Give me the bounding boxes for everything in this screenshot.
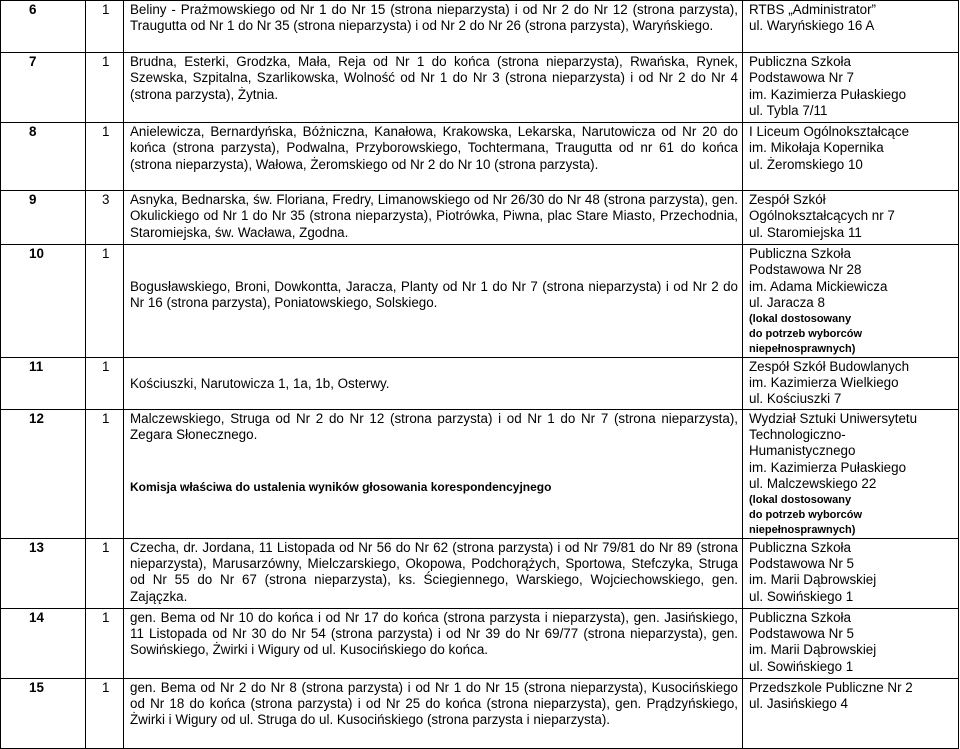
district-number: 11: [1, 357, 86, 409]
commission-count: 1: [86, 245, 124, 358]
polling-place-line: Ogólnokształcących nr 7: [749, 208, 895, 224]
accessibility-note: do potrzeb wyborców: [749, 508, 863, 521]
district-number: 8: [1, 123, 86, 191]
polling-place-line: im. Kazimierza Wielkiego: [749, 375, 899, 391]
polling-place-line: I Liceum Ogólnokształcące: [749, 124, 910, 139]
district-streets: gen. Bema od Nr 10 do końca i od Nr 17 do końca (strona parzysta i nieparzysta), gen. Jasińskiego, 11 Listopada od Nr 30 do Nr 54 (strona parzysta) i od Nr 39 do Nr 69/77 (strona nieparzysta), gen. Sowińskiego, Żwirki i Wigury od ul. Kusocińskiego do końca.: [124, 608, 743, 678]
commission-count: 1: [86, 409, 124, 538]
polling-place-line: ul. Jaracza 8: [749, 295, 825, 311]
polling-place: [743, 245, 959, 358]
polling-place-line: ul. Sowińskiego 1: [749, 588, 854, 604]
district-streets-text: Kościuszki, Narutowicza 1, 1a, 1b, Osterwy.: [130, 375, 390, 391]
table-row: [1, 191, 959, 245]
polling-place-line: im. Mikołaja Kopernika: [749, 140, 884, 156]
district-number: 15: [1, 678, 86, 748]
polling-place-line: ul. Malczewskiego 22: [749, 476, 877, 492]
commission-count: 1: [86, 53, 124, 123]
table-row: [1, 678, 959, 748]
accessibility-note: (lokal dostosowany: [749, 312, 852, 325]
district-streets-text: Bogusławskiego, Broni, Dowkontta, Jaracza, Planty od Nr 1 do Nr 7 (strona nieparzysta) i od Nr 2 do Nr 16 (strona parzysta), Poniatowskiego, Solskiego.: [130, 279, 738, 311]
district-streets: Asnyka, Bednarska, św. Floriana, Fredry, Limanowskiego od Nr 26/30 do Nr 48 (strona parzysta), gen. Okulickiego od Nr 1 do Nr 35 (strona nieparzysta), Piotrówka, Piwna, plac Stare Miasto, Przechodnia, Staromiejska, św. Wacława, Zgodna.: [124, 191, 743, 245]
table-row: [1, 123, 959, 191]
polling-place-line: ul. Żeromskiego 10: [749, 156, 863, 172]
polling-place-line: Publiczna Szkoła: [749, 54, 851, 69]
polling-place-line: Podstawowa Nr 28: [749, 262, 862, 278]
polling-place: [743, 538, 959, 608]
table-row: [1, 608, 959, 678]
table-row: [1, 1, 959, 53]
commission-count: 1: [86, 608, 124, 678]
polling-place-line: im. Kazimierza Pułaskiego: [749, 459, 907, 475]
polling-place-line: ul. Waryńskiego 16 A: [749, 18, 875, 34]
polling-place-line: Zespół Szkół: [749, 192, 826, 207]
district-number: 6: [1, 1, 86, 53]
polling-place: [743, 1, 959, 53]
polling-place-line: Podstawowa Nr 7: [749, 70, 854, 86]
polling-place-line: Publiczna Szkoła: [749, 609, 851, 625]
commission-count: 1: [86, 1, 124, 53]
polling-place-line: im. Kazimierza Pułaskiego: [749, 86, 907, 102]
polling-place-line: Wydział Sztuki Uniwersytetu: [749, 410, 918, 426]
district-streets: [124, 245, 743, 358]
district-streets: Brudna, Esterki, Grodzka, Mała, Reja od Nr 1 do końca (strona nieparzysta), Rwańska, Rynek, Szewska, Szpitalna, Szarlikowska, Wolność od Nr 1 do Nr 3 (strona nieparzysta) i od Nr 2 do Nr 4 (strona parzysta), Żytnia.: [124, 53, 743, 123]
polling-place: [743, 608, 959, 678]
district-number: 7: [1, 53, 86, 123]
district-number: 9: [1, 191, 86, 245]
polling-place-line: Technologiczno-: [749, 427, 846, 443]
commission-count: 1: [86, 123, 124, 191]
table-row: [1, 409, 959, 538]
district-number: 14: [1, 608, 86, 678]
commission-count: 3: [86, 191, 124, 245]
table-row: [1, 538, 959, 608]
accessibility-note: do potrzeb wyborców: [749, 327, 863, 340]
accessibility-note: niepełnosprawnych): [749, 523, 856, 536]
district-streets: Anielewicza, Bernardyńska, Bóżniczna, Kanałowa, Krakowska, Lekarska, Narutowicza od Nr 20 do końca (strona parzysta), Podwalna, Przyborowskiego, Tochtermana, Traugutta od nr 61 do końca (strona nieparzysta), Wałowa, Żeromskiego od Nr 2 do Nr 10 (strona parzysta).: [124, 123, 743, 191]
district-number: 13: [1, 538, 86, 608]
correspondence-commission-note: Komisja właściwa do ustalenia wyników głosowania korespondencyjnego: [130, 480, 552, 495]
polling-place-line: im. Marii Dąbrowskiej: [749, 642, 877, 658]
polling-place: [743, 357, 959, 409]
district-streets: [124, 409, 743, 538]
district-number: 10: [1, 245, 86, 358]
accessibility-note: niepełnosprawnych): [749, 342, 856, 355]
district-streets-text: Malczewskiego, Struga od Nr 2 do Nr 12 (strona parzysta) i od Nr 1 do Nr 7 (strona nieparzysta), Zegara Słonecznego.: [130, 410, 738, 443]
table-row: [1, 245, 959, 358]
polling-place-line: ul. Tybla 7/11: [749, 103, 828, 119]
polling-place: [743, 678, 959, 748]
polling-place-line: Podstawowa Nr 5: [749, 556, 854, 572]
district-streets: Czecha, dr. Jordana, 11 Listopada od Nr 56 do Nr 62 (strona parzysta) i od Nr 79/81 do Nr 89 (strona nieparzysta), Marusarzówny, Mielczarskiego, Okopowa, Podchorążych, Sportowa, Stefczyka, Struga od Nr 55 do Nr 67 (strona nieparzysta), ks. Ściegiennego, Warskiego, Wojciechowskiego, gen. Zając̨zka.: [124, 538, 743, 608]
polling-place-line: Publiczna Szkoła: [749, 539, 851, 555]
polling-place-line: Przedszkole Publiczne Nr 2: [749, 679, 913, 695]
polling-place-line: im. Marii Dąbrowskiej: [749, 572, 877, 588]
polling-place-line: ul. Staromiejska 11: [749, 224, 862, 240]
district-number: 12: [1, 409, 86, 538]
district-streets: [124, 357, 743, 409]
polling-place-line: Podstawowa Nr 5: [749, 626, 854, 642]
table-row: [1, 357, 959, 409]
polling-place-line: Publiczna Szkoła: [749, 246, 851, 261]
polling-place-line: Zespół Szkół Budowlanych: [749, 358, 910, 374]
district-streets: gen. Bema od Nr 2 do Nr 8 (strona parzysta) i od Nr 1 do Nr 15 (strona nieparzysta), Kusocińskiego od Nr 18 do końca (strona parzysta) i od Nr 25 do końca (strona nieparzysta), gen. Prądzyńskiego, Żwirki i Wigury od ul. Struga do ul. Kusocińskiego (strona parzysta i nieparzysta).: [124, 678, 743, 748]
commission-count: 1: [86, 678, 124, 748]
polling-place: [743, 409, 959, 538]
polling-place-line: ul. Sowińskiego 1: [749, 658, 854, 674]
table-row: [1, 53, 959, 123]
polling-place: [743, 191, 959, 245]
polling-place-line: RTBS „Administrator”: [749, 2, 876, 17]
polling-place-line: ul. Kościuszki 7: [749, 391, 842, 407]
polling-place-line: ul. Jasińskiego 4: [749, 696, 848, 712]
commission-count: 1: [86, 538, 124, 608]
polling-place: [743, 123, 959, 191]
accessibility-note: (lokal dostosowany: [749, 493, 852, 506]
polling-place: [743, 53, 959, 123]
polling-place-line: Humanistycznego: [749, 443, 856, 459]
commission-count: 1: [86, 357, 124, 409]
polling-place-line: im. Adama Mickiewicza: [749, 278, 888, 294]
district-streets: Beliny - Prażmowskiego od Nr 1 do Nr 15 (strona nieparzysta) i od Nr 2 do Nr 12 (strona parzysta), Traugutta od Nr 1 do Nr 35 (strona nieparzysta) i od Nr 2 do Nr 26 (strona parzysta), Waryńskiego.: [124, 1, 743, 53]
